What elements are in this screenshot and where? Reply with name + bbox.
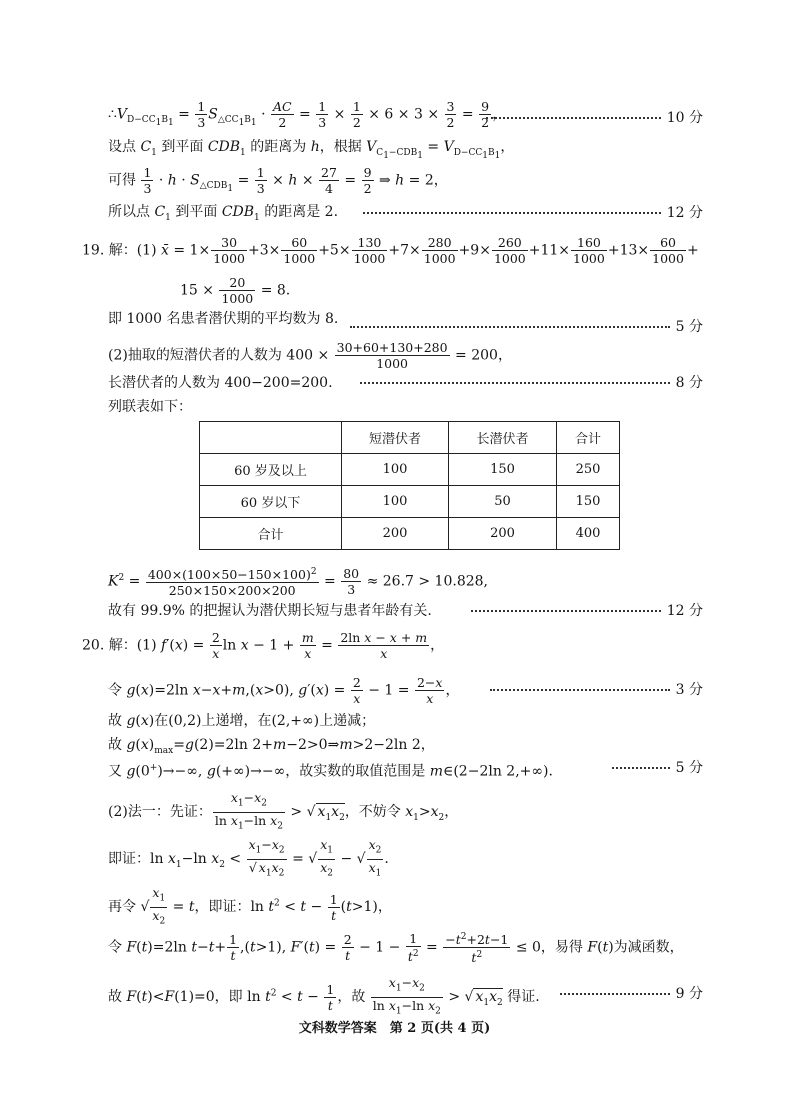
table-cell: 250: [557, 454, 620, 486]
contingency-table: [199, 421, 620, 550]
table-cell: 100: [342, 486, 449, 518]
q20-F-def: 令 F(t)=2ln t−t+ $\frac{1}{t}$ ,(t>1), F′(t) = $\frac{2}{t}$ − 1 − $\frac{1}{t^2}$ = $\frac{-t^2+2t-1}{t^2}$ ≤ 0，易得 F(t)为减函数，: [108, 931, 684, 966]
q20-derivative: 20. 解：(1) f′(x) = $\frac{2}{x}$ ln x − 1 + $\frac{m}{x}$ = $\frac{\text{2ln x − x + m}}{x}$ ，: [82, 630, 445, 661]
q19-mean-expr-cont: 15 × $\frac{20}{1000}$ = 8.: [180, 275, 291, 306]
table-header-cell: 短潜伏者: [342, 422, 449, 454]
q19-mean-expr: 19. 解：(1) x̄ = 1× $\frac{30}{1000}$ +3× $\frac{60}{1000}$ +5× $\frac{130}{1000}$ +7× $\frac{280}{1000}$ +9× $\frac{260}{1000}$ +11× $\frac{160}{1000}$ +13× $\frac{60}{1000}$ +: [82, 235, 699, 266]
score-8: 8 分: [360, 372, 703, 392]
table-row: [200, 454, 620, 486]
q20-part2-claim: (2)法一：先证： $\frac{x_1-x_2}{\ln x_1-\ln x_2}$ > √ $x_1x_2$，不妨令 $x_1>x_2$，: [108, 790, 459, 831]
q19-long-count: 长潜伏者的人数为 400−200=200.: [108, 375, 333, 391]
table-cell: 200: [449, 518, 557, 550]
k2-conclusion: 故有 99.9% 的把握认为潜伏期长短与患者年龄有关.: [108, 603, 432, 619]
page-footer: 文科数学答案 第 2 页(共 4 页): [298, 1021, 491, 1036]
table-header-cell: [200, 422, 342, 454]
q20-g-def: 令 g(x)=2ln x−x+m,(x>0), g′(x) = $\frac{2}{x}$ − 1 = $\frac{2-x}{x}$ ，: [108, 675, 460, 706]
table-header-cell: 合计: [557, 422, 620, 454]
k2-statistic: $K^2$ = $\frac{400\times(100\times 50-150\times 100)^2}{250\times 150\times 200\times 200}$ = $\frac{80}{3}$ ≈ 26.7 > 10.828,: [108, 566, 488, 599]
q20-conclusion: 故 F(t)<F(1)=0，即 $\ln t^2 < t$ − $\frac{1}{t}$ ，故 $\frac{x_1-x_2}{\ln x_1-\ln x_2}$ > √ $x_1x_2$ 得证.: [108, 975, 540, 1016]
score-10: 10 分: [486, 107, 703, 127]
q20-monotonic: 故 g(x)在(0,2)上递增，在(2,+∞)上递减；: [108, 713, 376, 729]
table-cell: 150: [449, 454, 557, 486]
table-cell: 60 岁以下: [200, 486, 342, 518]
score-3: 3 分: [490, 679, 703, 699]
line-volume-calc: $\therefore V_{D-CC_1B_1}$ = $\frac{1}{3}$ $S_{\triangle CC_1B_1}$ · $\frac{AC}{2}$ = $\frac{1}{3}$ × $\frac{1}{2}$ × 6 × 3 × $\frac{3}{2}$ = $\frac{9}{2}$ ，: [108, 99, 507, 130]
table-cell: 400: [557, 518, 620, 550]
q20-substitution: 再令 √ $\frac{x_1}{x_2}$ = t，即证：$\ln t^2 < t$ − $\frac{1}{t}$ (t>1)，: [108, 885, 392, 926]
table-cell: 100: [342, 454, 449, 486]
q19-mean-result: 即 1000 名患者潜伏期的平均数为 8.: [108, 311, 339, 327]
table-header-row: [200, 422, 620, 454]
score-5b: 5 分: [612, 757, 703, 777]
score-12a: 12 分: [363, 202, 703, 222]
line-distance-setup: 设点 $C_1$ 到平面 $CDB_1$ 的距离为 h，根据 $V_{C_1-CDB_1} = V_{D-CC_1B_1}$，: [108, 139, 515, 161]
q19-table-intro: 列联表如下：: [108, 399, 192, 415]
table-row: [200, 518, 620, 550]
score-12b: 12 分: [471, 600, 703, 620]
q20-max: 故 $g(x)_{max}=g(2)=2\ln$ 2+m−2>0⇒m>2−2ln 2，: [108, 737, 435, 756]
line-distance-result: 所以点 $C_1$ 到平面 $CDB_1$ 的距离是 2.: [108, 204, 339, 223]
q19-short-count: (2)抽取的短潜伏者的人数为 400 × $\frac{30+60+130+280}{1000}$ = 200，: [108, 340, 512, 371]
table-cell: 200: [342, 518, 449, 550]
table-header-cell: 长潜伏者: [449, 422, 557, 454]
table-cell: 150: [557, 486, 620, 518]
q20-range: 又 g(0+)→−∞, g(+∞)→−∞，故实数的取值范围是 m∈(2−2ln 2,+∞).: [108, 763, 553, 780]
table-cell: 60 岁及以上: [200, 454, 342, 486]
table-cell: 合计: [200, 518, 342, 550]
table-cell: 50: [449, 486, 557, 518]
line-solve-h: 可得 $\frac{1}{3}$ · $h \cdot S_{\triangle CDB_1}$ = $\frac{1}{3}$ × h × $\frac{27}{4}$ = $\frac{9}{2}$ ⇒ h = 2，: [108, 165, 448, 196]
q20-equivalent: 即证：$\ln x_1-\ln$ $x_2$ < $\frac{x_1-x_2}{√ x_1x_2}$ = √ $\frac{x_1}{x_2}$ − √ $\frac{x_2}{x_1}$ .: [108, 837, 389, 878]
table-row: [200, 486, 620, 518]
score-5a: 5 分: [350, 316, 703, 336]
score-9: 9 分: [560, 983, 703, 1003]
